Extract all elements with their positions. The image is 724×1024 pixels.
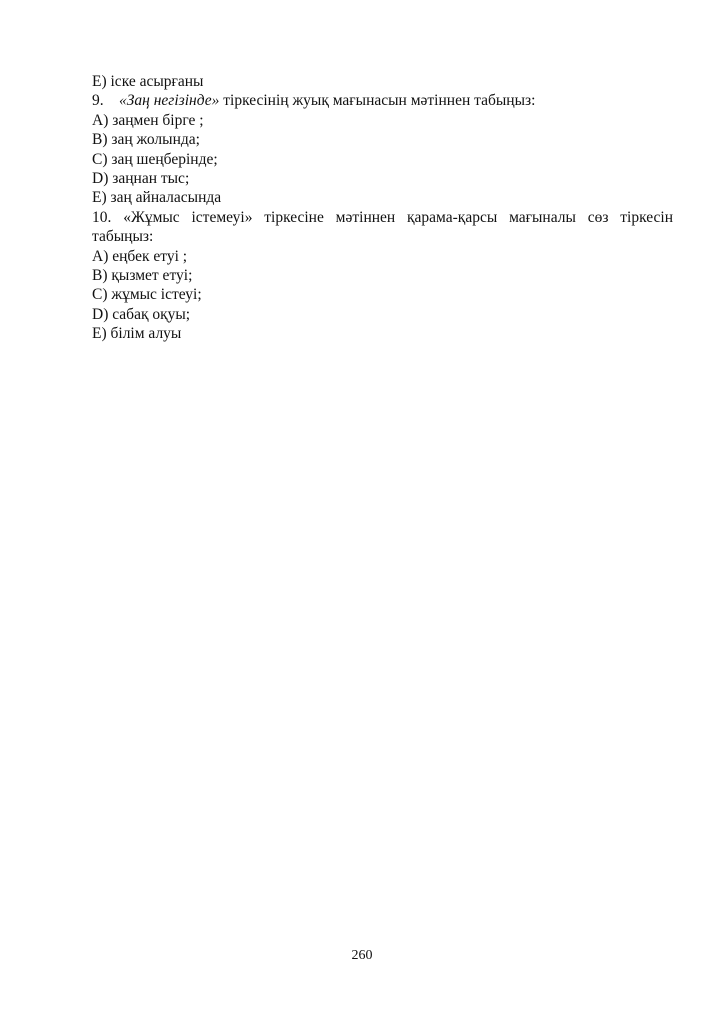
q9-prompt xyxy=(92,91,673,110)
q10-option-c: C) жұмыс істеуі; xyxy=(92,286,202,304)
q10-prompt-line-1: 10. «Жұмыс істемеуі» тіркесіне мәтіннен қарама-қарсы мағыналы сөз тіркесін xyxy=(92,208,673,226)
q10-option-d: D) сабақ оқуы; xyxy=(92,305,191,323)
q9-option-d: D) заңнан тыс; xyxy=(92,170,190,188)
question-content xyxy=(92,72,673,344)
q10-prompt-line-2: табыңыз: xyxy=(92,228,154,246)
q9-option-b: B) заң жолында; xyxy=(92,131,200,149)
q10-option-a: A) еңбек етуі ; xyxy=(92,247,188,265)
q10-option-b: B) қызмет етуі; xyxy=(92,267,193,285)
q9-option-a: A) заңмен бірге ; xyxy=(92,111,204,129)
q8-option-e: E) іске асырғаны xyxy=(92,73,204,90)
q10-option-e: E) білім алуы xyxy=(92,325,182,343)
q9-quoted-phrase: «Заң негізінде» xyxy=(119,92,220,110)
q9-option-c: C) заң шеңберінде; xyxy=(92,150,218,168)
q9-option-e: E) заң айналасында xyxy=(92,189,222,207)
q9-number: 9. xyxy=(92,92,104,110)
page-number: 260 xyxy=(351,948,373,963)
q9-prompt-text: тіркесінің жуық мағынасын мәтіннен табыңыз: xyxy=(219,92,536,110)
